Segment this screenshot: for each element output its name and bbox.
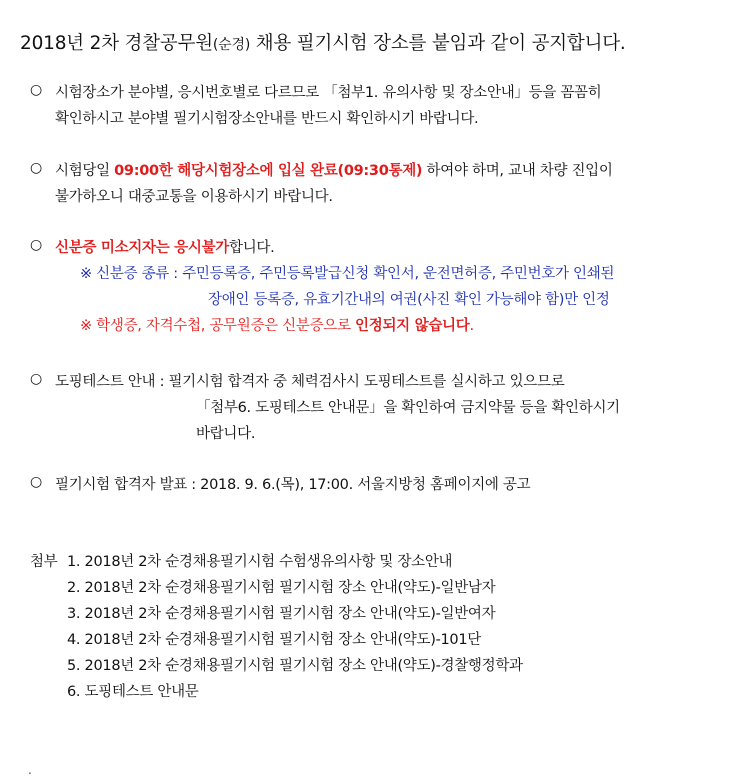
circle-bullet-icon: ○ [30,82,43,98]
arrival-post: 하여야 하며, 교내 차량 진입이 [422,163,613,179]
title-main: 2018년 2차 경찰공무원 [20,33,213,54]
attachment-item: 2. 2018년 2차 순경채용필기시험 필기시험 장소 안내(약도)-일반남자 [67,580,496,596]
circle-bullet-icon: ○ [30,474,43,490]
notice-results-line: 필기시험 합격자 발표 : 2018. 9. 6.(목), 17:00. 서울지방청 홈페이지에 공고 [55,477,531,493]
arrival-time-highlight: 09:00한 해당시험장소에 입실 완료(09:30통제) [114,163,423,179]
notice-venue-line2: 확인하시고 분야별 필기시험장소안내를 반드시 확인하시기 바랍니다. [55,111,479,127]
notice-id-line [55,235,274,261]
attachment-item: 3. 2018년 2차 순경채용필기시험 필기시험 장소 안내(약도)-일반여자 [67,606,496,622]
circle-bullet-icon: ○ [30,371,43,387]
id-excluded-note [80,313,474,339]
page-title [20,29,626,55]
notice-doping-line3: 바랍니다. [196,426,256,442]
circle-bullet-icon: ○ [30,160,43,176]
attachment-item: 6. 도핑테스트 안내문 [67,684,199,700]
notice-doping-line1: 도핑테스트 안내 : 필기시험 합격자 중 체력검사시 도핑테스트를 실시하고 있으므로 [55,374,565,390]
id-post: 합니다. [228,240,275,256]
notice-arrival-line2: 불가하오니 대중교통을 이용하시기 바랍니다. [55,189,333,205]
excluded-pre: ※ 학생증, 자격수첩, 공무원증은 신분증으로 [80,318,356,334]
footer-dot: . [28,763,32,777]
excluded-bold: 인정되지 않습니다 [355,318,470,334]
title-rest: 채용 필기시험 장소를 붙임과 같이 공지합니다. [250,33,626,54]
excluded-post: . [469,318,474,334]
attachment-item: 1. 2018년 2차 순경채용필기시험 수험생유의사항 및 장소안내 [67,554,453,570]
attachments-label: 첨부 [30,554,58,570]
notice-doping-line2: 「첨부6. 도핑테스트 안내문」을 확인하여 금지약물 등을 확인하시기 [196,400,620,416]
attachment-item: 5. 2018년 2차 순경채용필기시험 필기시험 장소 안내(약도)-경찰행정학과 [67,658,523,674]
circle-bullet-icon: ○ [30,237,43,253]
notice-venue-line1: 시험장소가 분야별, 응시번호별로 다르므로 「첨부1. 유의사항 및 장소안내」등을 꼼꼼히 [55,85,602,101]
id-required-highlight: 신분증 미소지자는 응시불가 [55,240,229,256]
title-paren: (순경) [212,37,251,53]
notice-arrival-line1 [55,158,613,184]
attachment-item: 4. 2018년 2차 순경채용필기시험 필기시험 장소 안내(약도)-101단 [67,632,481,648]
id-types-note-line2: 장애인 등록증, 유효기간내의 여권(사진 확인 가능해야 함)만 인정 [208,292,610,308]
arrival-pre: 시험당일 [55,163,115,179]
id-types-note-line1: ※ 신분증 종류 : 주민등록증, 주민등록발급신청 확인서, 운전면허증, 주민번호가 인쇄된 [80,266,615,282]
